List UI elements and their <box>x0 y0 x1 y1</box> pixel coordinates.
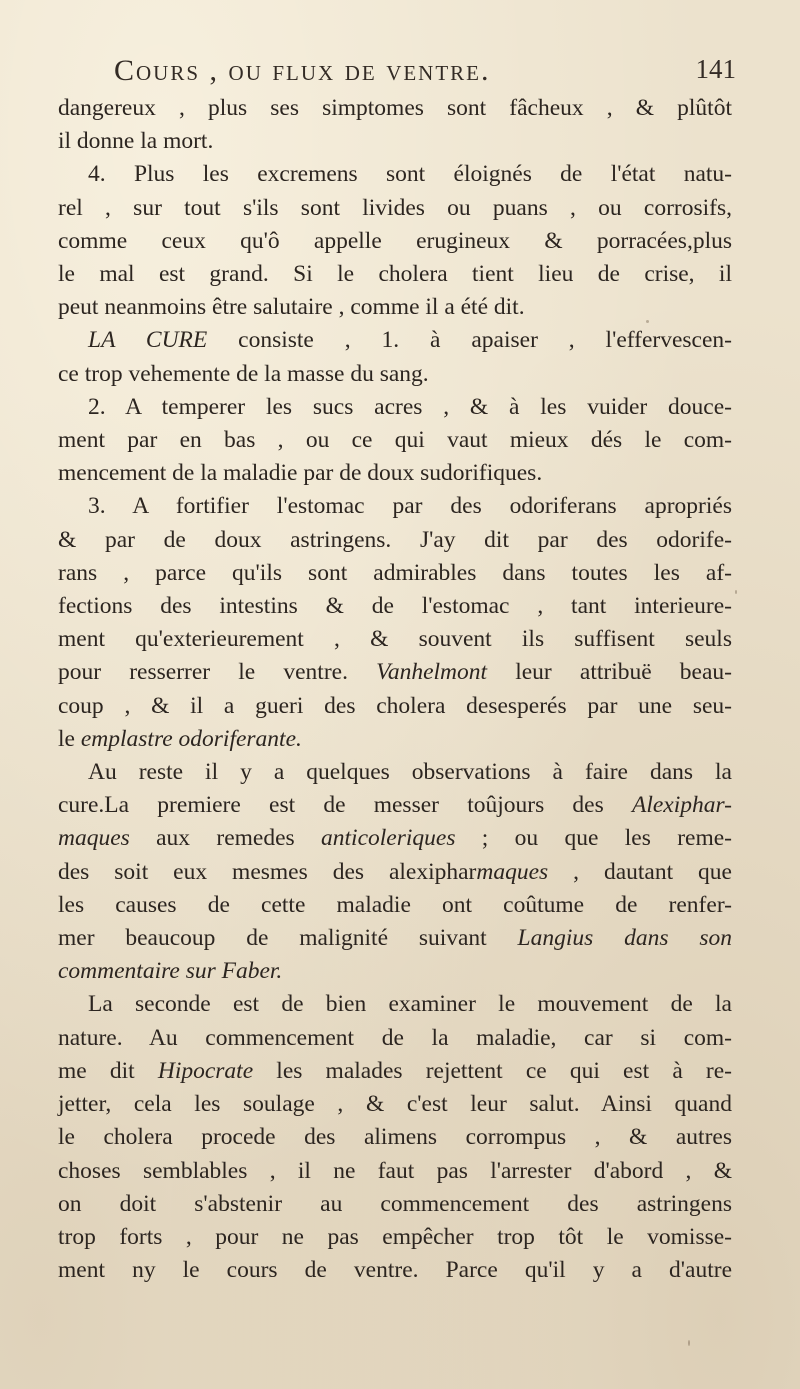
text-line: pour resserrer le ventre. Vanhelmont leur attribuë beau- <box>58 659 732 686</box>
text-line: nature. Au commencement de la maladie, car si com- <box>58 1024 732 1051</box>
text-line: maques aux remedes anticolеriques ; ou que les reme- <box>58 825 732 852</box>
text-line: dangereux , plus ses simptomes sont fâcheux , & plûtôt <box>58 95 732 121</box>
body-text <box>58 92 732 1287</box>
text-line: ce trop vehemente de la masse du sang. <box>58 360 429 387</box>
text-line: ment ny le cours de ventre. Parce qu'il y a d'autre <box>58 1257 732 1284</box>
text-line: Au reste il y a quelques observations à faire dans la <box>88 759 732 786</box>
text-line: ment qu'exterieurement , & souvent ils suffisent seuls <box>58 626 732 653</box>
text-line: le emplastre odoriferante. <box>58 725 302 752</box>
paper-speck <box>646 320 649 323</box>
page-number: 141 <box>695 54 736 84</box>
text-line: mencement de la maladie par de doux sudorifiques. <box>58 460 543 487</box>
text-line: 2. A temperer les sucs acres , & à les vuider douce- <box>88 393 732 420</box>
text-line: jetter, cela les soulage , & c'est leur salut. Ainsi quand <box>58 1091 732 1118</box>
text-line: ment par en bas , ou ce qui vaut mieux dés le com- <box>58 427 732 454</box>
text-line: La seconde est de bien examiner le mouvement de la <box>88 991 732 1018</box>
text-line: choses semblables , il ne faut pas l'arrester d'abord , & <box>58 1157 732 1184</box>
running-head-title: Cours , ou flux de ventre. <box>114 54 491 87</box>
text-line: des soit eux mesmes des alexipharmaques , dautant que <box>58 858 732 885</box>
text-line: LA CURE consiste , 1. à apaiser , l'effervescen- <box>88 327 732 354</box>
text-line: comme ceux qu'ô appelle erugineux & porracées,plus <box>58 227 732 254</box>
text-line: & par de doux astringens. J'ay dit par des odorife- <box>58 526 732 553</box>
text-line: on doit s'abstenir au commencement des astringens <box>58 1190 732 1217</box>
text-line: rel , sur tout s'ils sont livides ou puans , ou corrosifs, <box>58 194 732 221</box>
text-line: coup , & il a gueri des cholera desesperés par une seu- <box>58 692 732 719</box>
text-line: commentaire sur Faber. <box>58 958 283 985</box>
text-line: le cholera procede des alimens corrompus , & autres <box>58 1124 732 1151</box>
text-line: 3. A fortifier l'estomac par des odoriferans apropriés <box>88 493 732 520</box>
text-line: il donne la mort. <box>58 128 214 155</box>
text-line: le mal est grand. Si le cholera tient lieu de crise, il <box>58 261 732 288</box>
book-page <box>58 52 736 1287</box>
text-line: rans , parce qu'ils sont admirables dans toutes les af- <box>58 559 732 586</box>
text-line: peut neanmoins être salutaire , comme il a été dit. <box>58 294 525 321</box>
text-line: trop forts , pour ne pas empêcher trop tôt le vomisse- <box>58 1223 732 1250</box>
text-line: cure.La premiere est de messer toûjours des Alexiphar- <box>58 792 732 819</box>
running-head <box>58 52 736 92</box>
text-line: les causes de cette maladie ont coûtume de renfer- <box>58 891 732 918</box>
text-line: fections des intestins & de l'estomac , tant interieure- <box>58 593 732 620</box>
paper-speck <box>688 1340 690 1346</box>
text-line: 4. Plus les excremens sont éloignés de l'état natu- <box>88 161 732 188</box>
text-line: me dit Hipocrate les malades rejettent ce qui est à re- <box>58 1057 732 1084</box>
text-line: mer beaucoup de malignité suivant Langius dans son <box>58 925 732 952</box>
paper-speck <box>735 590 737 594</box>
